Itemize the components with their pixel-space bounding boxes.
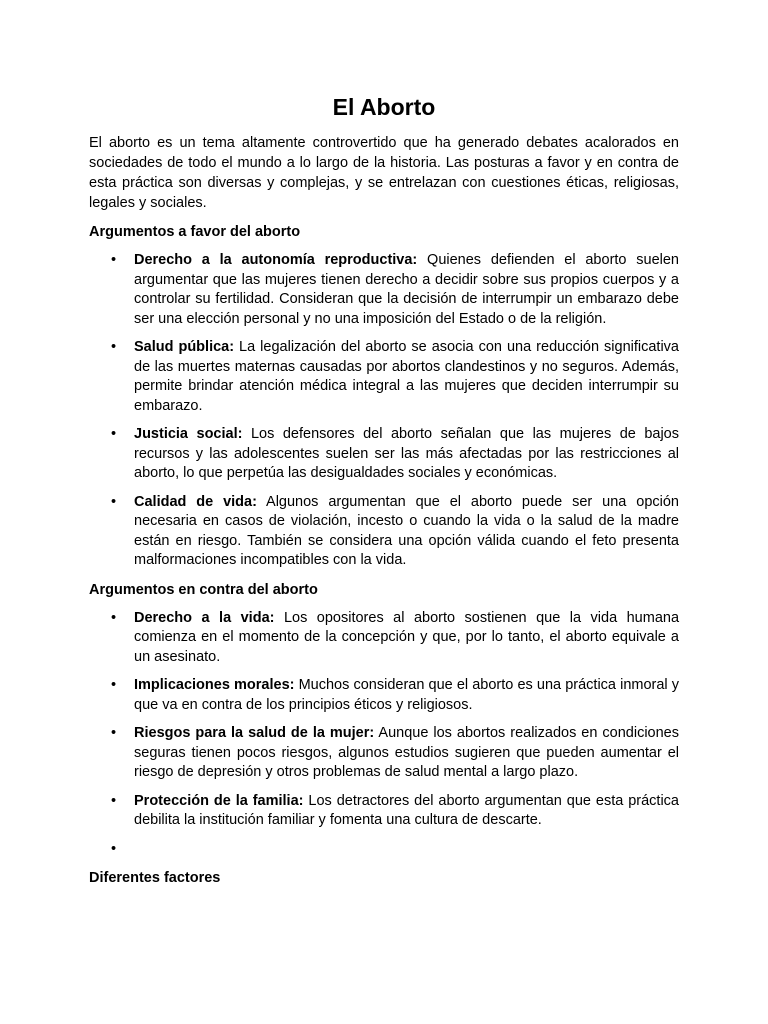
list-item [89,792,679,831]
bullet-icon: • [111,252,117,268]
item-text: Aunque los abortos realizados en condiciones seguras tienen pocos riesgos, algunos estudios sugieren que pueden aumentar el riesgo de depresión y otros problemas de salud mental a largo plazo. [134,725,679,780]
list-item [89,609,679,668]
bullet-icon: • [111,426,117,442]
item-text: Algunos argumentan que el aborto puede ser una opción necesaria en casos de violación, incesto o cuando la vida o la salud de la madre están en riesgo. También se considera una opción válida cuando el feto presenta malformaciones incompatibles con la vida. [134,493,679,568]
intro-paragraph: El aborto es un tema altamente controvertido que ha generado debates acalorados en sociedades de todo el mundo a lo largo de la historia. Las posturas a favor y en contra de esta práctica son diversas y complejas, y se entrelazan con cuestiones éticas, religiosas, legales y sociales. [89,135,679,211]
item-term: Protección de la familia: [134,792,304,809]
bullet-icon: • [111,609,117,626]
item-text: Los defensores del aborto señalan que las mujeres de bajos recursos y las adolescentes suelen ser las más afectadas por las restricciones al aborto, lo que perpetúa las desigualdades sociales y económicas. [134,426,679,481]
list-item [89,251,679,329]
list-item [89,338,679,416]
item-text: Quienes defienden el aborto suelen argumentar que las mujeres tienen derecho a decidir sobre sus propios cuerpos y a controlar su fertilidad. Consideran que la decisión de interrumpir un embarazo debe ser una elección personal y no una imposición del Estado o de la religión. [134,252,679,327]
item-term: Justicia social: [134,426,243,442]
bullet-icon: • [111,677,117,693]
list-item [89,676,679,715]
item-text: Muchos consideran que el aborto es una práctica inmoral y que va en contra de los principios éticos y religiosos. [134,677,680,713]
item-text: Los detractores del aborto argumentan que esta práctica debilita la institución familiar y fomenta una cultura de descarte. [134,792,679,828]
item-term: Salud pública: [134,339,235,355]
list-favor [89,251,679,571]
heading-contra: Argumentos en contra del aborto [89,581,318,598]
heading-factores: Diferentes factores [89,870,221,886]
heading-favor: Argumentos a favor del aborto [89,224,301,240]
document-title: El Aborto [332,94,436,120]
list-item [89,724,679,783]
document-page [89,92,679,897]
item-term: Derecho a la autonomía reproductiva: [134,252,418,268]
list-item [89,425,679,484]
bullet-icon: • [111,840,117,857]
item-term: Derecho a la vida: [134,609,275,626]
item-term: Calidad de vida: [134,493,257,510]
item-term: Riesgos para la salud de la mujer: [134,725,375,741]
bullet-icon: • [111,725,117,741]
bullet-icon: • [111,339,117,355]
list-item [89,493,679,571]
item-term: Implicaciones morales: [134,677,295,693]
list-contra [89,609,679,860]
bullet-icon: • [111,792,117,809]
list-item-empty [89,840,679,860]
item-text: La legalización del aborto se asocia con una reducción significativa de las muertes maternas causadas por abortos clandestinos y no seguros. Además, permite brindar atención médica integral a las mujeres que deciden interrumpir su embarazo. [134,339,679,414]
item-text: Los opositores al aborto sostienen que la vida humana comienza en el momento de la concepción y que, por lo tanto, el aborto equivale a un asesinato. [134,609,680,665]
bullet-icon: • [111,493,117,510]
